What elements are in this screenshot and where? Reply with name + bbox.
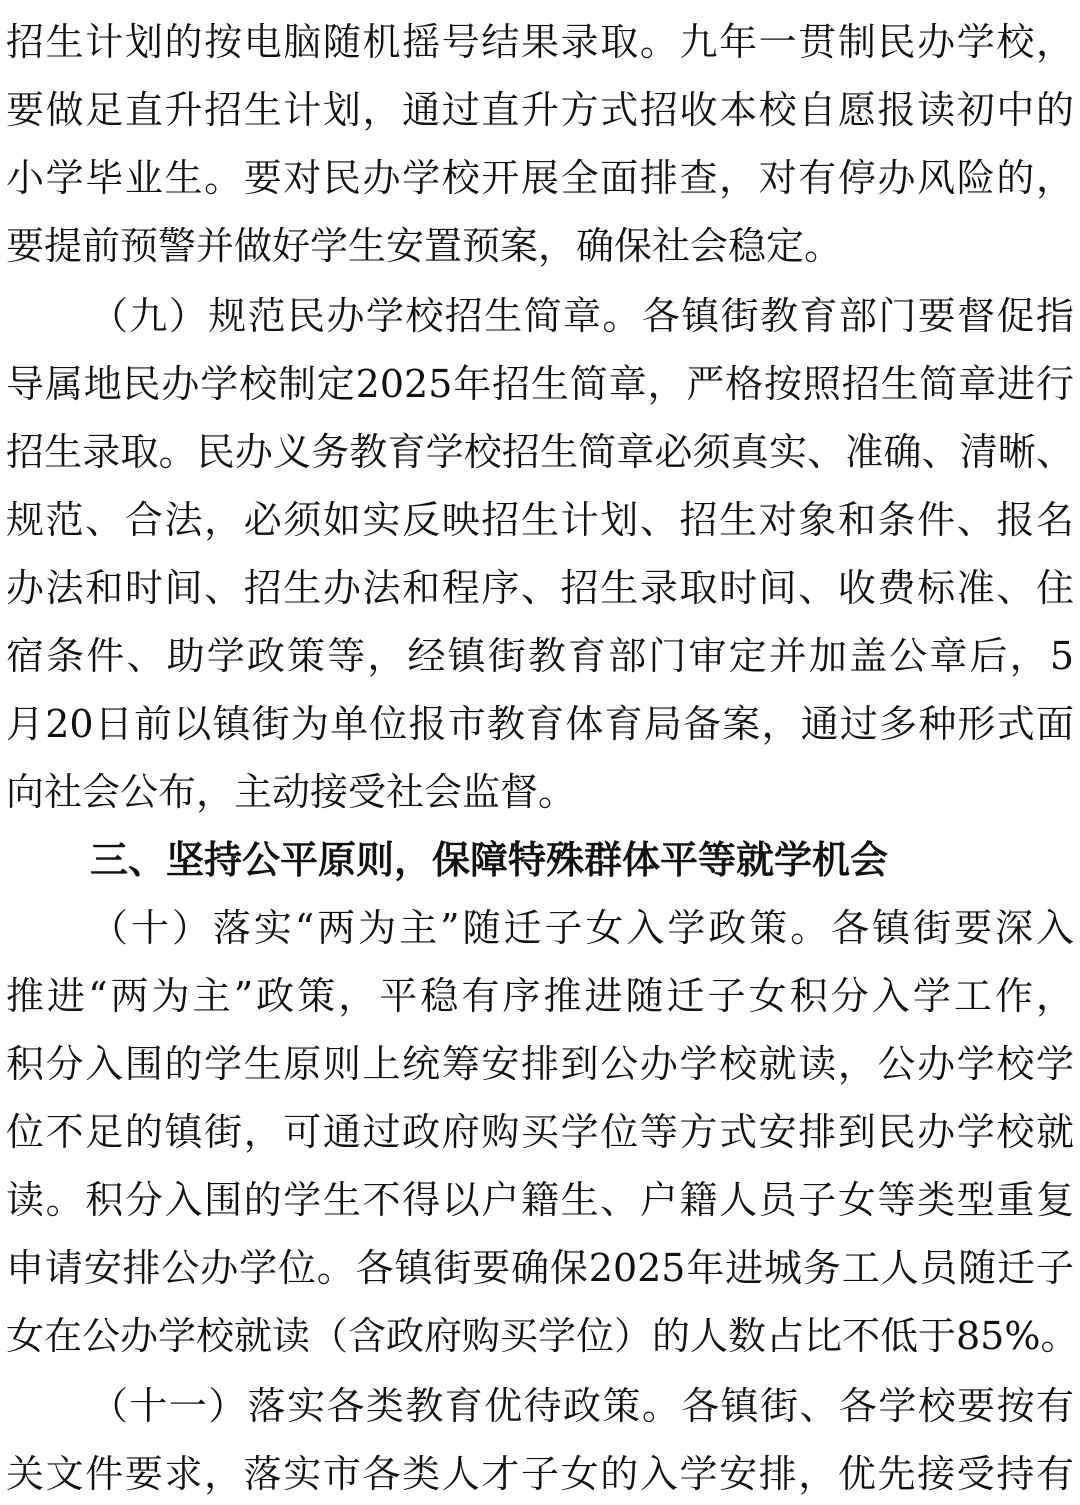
body-text-line: 招生录取。民办义务教育学校招生简章必须真实、准确、清晰、 bbox=[6, 430, 1074, 474]
body-text-line: 小学毕业生。要对民办学校开展全面排查，对有停办风险的， bbox=[6, 156, 1074, 200]
body-text-line: 招生计划的按电脑随机摇号结果录取。九年一贯制民办学校， bbox=[6, 20, 1074, 64]
body-text-line: 推进“两为主”政策，平稳有序推进随迁子女积分入学工作， bbox=[6, 974, 1074, 1018]
body-text-line: 位不足的镇街，可通过政府购买学位等方式安排到民办学校就 bbox=[6, 1110, 1074, 1154]
body-text-line: 向社会公布，主动接受社会监督。 bbox=[6, 770, 577, 814]
paragraph-heading-line: （九）规范民办学校招生简章。各镇街教育部门要督促指 bbox=[90, 294, 1074, 338]
body-text-line: 导属地民办学校制定2025年招生简章，严格按照招生简章进行 bbox=[6, 362, 1074, 406]
body-text-line: 积分入围的学生原则上统筹安排到公办学校就读，公办学校学 bbox=[6, 1042, 1074, 1086]
body-text-line: 规范、合法，必须如实反映招生计划、招生对象和条件、报名 bbox=[6, 498, 1074, 542]
section-heading: 三、坚持公平原则，保障特殊群体平等就学机会 bbox=[90, 838, 889, 882]
paragraph-heading-line: （十一）落实各类教育优待政策。各镇街、各学校要按有 bbox=[90, 1384, 1074, 1428]
body-text-line: 关文件要求，落实市各类人才子女的入学安排，优先接受持有 bbox=[6, 1452, 1074, 1496]
body-text-line: 宿条件、助学政策等，经镇街教育部门审定并加盖公章后，5 bbox=[6, 634, 1074, 678]
body-text-line: 月20日前以镇街为单位报市教育体育局备案，通过多种形式面 bbox=[6, 702, 1074, 746]
body-text-line: 要提前预警并做好学生安置预案，确保社会稳定。 bbox=[6, 224, 843, 268]
paragraph-heading-line: （十）落实“两为主”随迁子女入学政策。各镇街要深入 bbox=[90, 906, 1074, 950]
body-text-line: 申请安排公办学位。各镇街要确保2025年进城务工人员随迁子 bbox=[6, 1246, 1074, 1290]
body-text-line: 女在公办学校就读（含政府购买学位）的人数占比不低于85%。 bbox=[6, 1314, 1079, 1358]
body-text-line: 要做足直升招生计划，通过直升方式招收本校自愿报读初中的 bbox=[6, 88, 1074, 132]
body-text-line: 读。积分入围的学生不得以户籍生、户籍人员子女等类型重复 bbox=[6, 1178, 1074, 1222]
body-text-line: 办法和时间、招生办法和程序、招生录取时间、收费标准、住 bbox=[6, 566, 1074, 610]
